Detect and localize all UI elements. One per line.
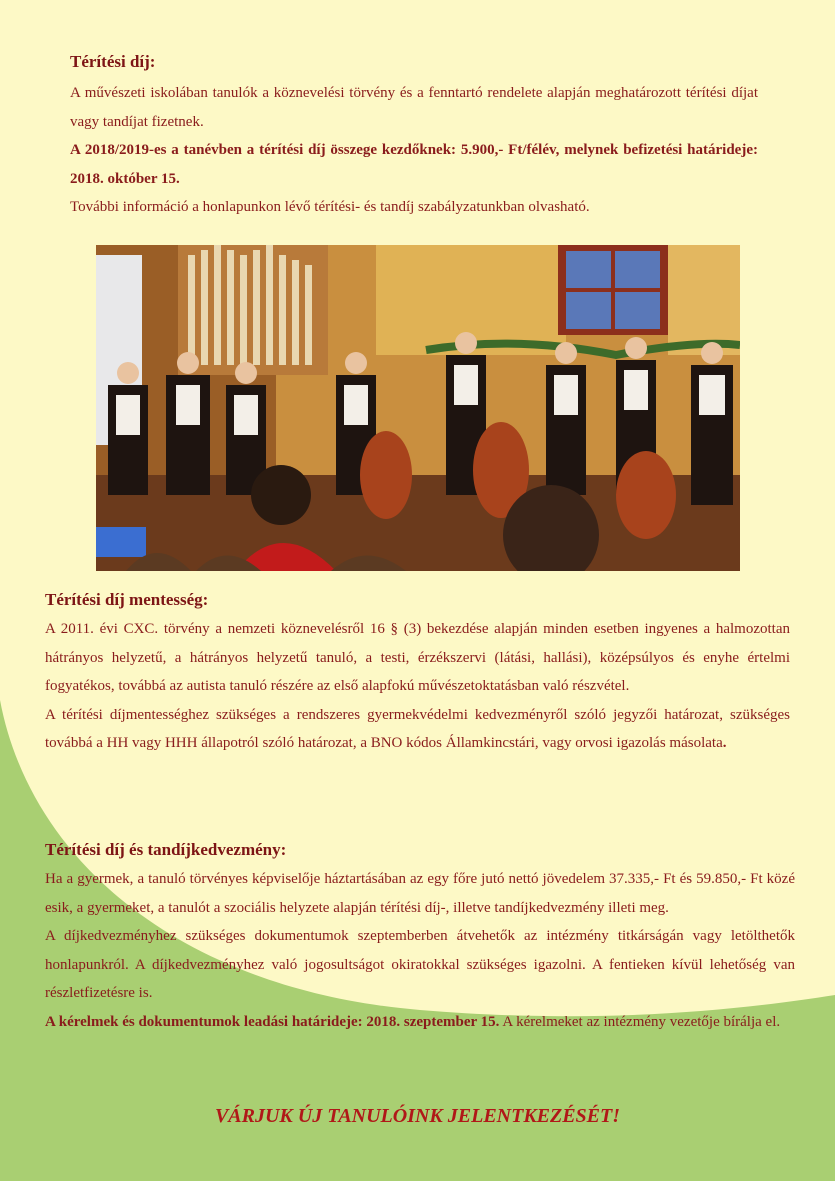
closing-call-to-action: VÁRJUK ÚJ TANULÓINK JELENTKEZÉSÉT!: [214, 1105, 621, 1127]
section-discount-para3-rest: A kérelmeket az intézmény vezetője bírálja el.: [499, 1013, 781, 1030]
section-exemption-para1: A 2011. évi CXC. törvény a nemzeti köznevelésről 16 § (3) bekezdése alapján minden esetben ingyenes a halmozottan hátrányos helyzetű, a hátrányos helyzetű tanuló, a testi, érzékszervi (látási, hallási), középsúlyos és enyhe értelmi fogyatékos, továbbá az autista tanuló részére az első alapfokú művészetoktatásban való részvétel.: [45, 621, 790, 694]
section-discount-para3: [45, 1008, 795, 1037]
orchestra-photo: [96, 245, 740, 571]
section-fee: [70, 52, 758, 222]
section-fee-para1: A művészeti iskolában tanulók a köznevelési törvény és a fenntartó rendelete alapján meghatározott térítési díjat vagy tandíjat fizetnek.: [70, 85, 758, 130]
section-exemption: [45, 590, 790, 758]
section-exemption-para2: [45, 701, 790, 758]
section-exemption-title: Térítési díj mentesség:: [45, 590, 209, 609]
section-discount-para1: Ha a gyermek, a tanuló törvényes képviselője háztartásában az egy főre jutó nettó jövedelem 37.335,- Ft és 59.850,- Ft közé esik, a gyermeket, a tanulót a szociális helyzete alapján térítési díj-, illetve tandíjkedvezmény illeti meg.: [45, 871, 795, 916]
section-exemption-para2-text: A térítési díjmentességhez szükséges a rendszeres gyermekvédelmi kedvezményről szóló jegyzői határozat, szükséges továbbá a HH vagy HHH állapotról szóló határozat, a BNO kódos Államkincstári, vagy orvosi igazolás másolata: [45, 706, 790, 751]
section-discount-title: Térítési díj és tandíjkedvezmény:: [45, 840, 287, 859]
section-fee-info: További információ a honlapunkon lévő térítési- és tandíj szabályzatunkban olvasható.: [70, 199, 590, 215]
section-fee-title: Térítési díj:: [70, 52, 156, 71]
section-exemption-para2-end: .: [722, 735, 727, 751]
orchestra-illustration: [96, 245, 740, 571]
section-discount: [45, 840, 795, 1036]
section-fee-amount: A 2018/2019-es a tanévben a térítési díj összege kezdőknek: 5.900,- Ft/félév, melynek befizetési határideje: 2018. október 15.: [70, 142, 758, 187]
section-discount-deadline: A kérelmek és dokumentumok leadási határideje: 2018. szeptember 15.: [45, 1013, 500, 1030]
section-discount-para2: A díjkedvezményhez szükséges dokumentumok szeptemberben átvehetők az intézmény titkárságán vagy letölthetők honlapunkról. A díjkedvezményhez való jogosultságot okiratokkal szükséges igazolni. A fentieken kívül lehetőség van részletfizetésre is.: [45, 928, 795, 1001]
